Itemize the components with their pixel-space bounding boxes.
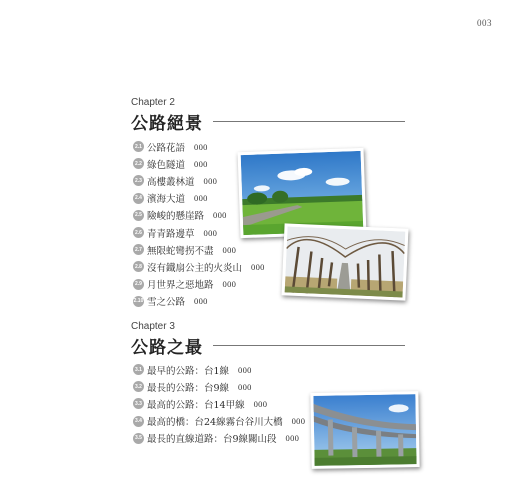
section-number-badge: 2.7 [133, 244, 144, 255]
section-number-badge: 3.3 [133, 398, 144, 409]
toc-entry-title: 雪之公路 [147, 297, 186, 309]
toc-entry-title: 無限蛇彎拐不盡 [147, 245, 214, 257]
toc-entry-page: 000 [194, 141, 208, 152]
toc-entry-page: 000 [222, 279, 237, 290]
toc-entry-title: 沒有鐵扇公主的火炎山 [147, 262, 243, 274]
toc-entry-title: 險峻的懸崖路 [147, 211, 205, 223]
toc-entry-title: 高樓叢林道 [147, 176, 195, 188]
toc-entry-page: 000 [222, 244, 237, 255]
section-number-badge: 2.5 [133, 210, 144, 221]
toc-entry-page: 000 [203, 227, 218, 238]
section-number-badge: 2.10 [133, 296, 144, 307]
tree-tunnel-photo [281, 223, 408, 300]
toc-entry[interactable] [133, 293, 265, 310]
section-number-badge: 2.2 [133, 158, 144, 169]
toc-entry[interactable] [133, 378, 305, 395]
toc-entry[interactable] [133, 395, 305, 412]
elevated-bridge-photo [310, 391, 419, 469]
toc-entry-page: 000 [291, 416, 306, 427]
section-number-badge: 2.6 [133, 227, 144, 238]
chapter-3-heading [131, 321, 405, 358]
toc-entry-page: 000 [194, 158, 208, 169]
toc-entry-page: 000 [285, 433, 300, 444]
toc-entry-title: 最高的橋：台24線霧台谷川大橋 [147, 417, 283, 429]
chapter-title: 公路絕景 [131, 114, 203, 134]
toc-entry[interactable] [133, 413, 305, 430]
chapter-label: Chapter 2 [131, 97, 175, 108]
toc-entry-title: 青青路邊草 [147, 228, 195, 240]
chapter-3-toc [133, 361, 305, 447]
section-number-badge: 2.1 [133, 141, 144, 152]
toc-entry[interactable] [133, 258, 265, 275]
section-number-badge: 3.2 [133, 381, 144, 392]
toc-entry[interactable] [133, 276, 265, 293]
chapter-label: Chapter 3 [131, 321, 175, 332]
toc-entry-page: 000 [194, 296, 208, 307]
section-number-badge: 3.1 [133, 364, 144, 375]
toc-entry-page: 000 [238, 381, 252, 392]
toc-entry[interactable] [133, 361, 305, 378]
toc-entry-title: 最長的公路：台9線 [147, 382, 230, 394]
toc-entry-page: 000 [251, 261, 265, 272]
toc-entry-page: 000 [238, 364, 252, 375]
toc-entry-page: 000 [253, 398, 268, 409]
section-number-badge: 3.4 [133, 416, 144, 427]
toc-entry-title: 最早的公路：台1線 [147, 365, 230, 377]
toc-entry-page: 000 [203, 175, 218, 186]
toc-entry-title: 公路花語 [147, 142, 186, 154]
toc-entry-title: 綠色隧道 [147, 159, 186, 171]
section-number-badge: 2.8 [133, 261, 144, 272]
section-number-badge: 2.3 [133, 175, 144, 186]
section-number-badge: 2.9 [133, 279, 144, 290]
chapter-title: 公路之最 [131, 338, 203, 358]
toc-entry-page: 000 [213, 210, 227, 221]
section-number-badge: 3.5 [133, 433, 144, 444]
chapter-2-heading [131, 97, 405, 134]
chapter-divider [213, 345, 405, 346]
toc-entry[interactable] [133, 430, 305, 447]
toc-entry-title: 最高的公路：台14甲線 [147, 399, 245, 411]
toc-entry-title: 最長的直線道路：台9線關山段 [147, 434, 277, 446]
chapter-divider [213, 121, 405, 122]
toc-entry-page: 000 [194, 193, 208, 204]
toc-entry[interactable] [133, 241, 265, 258]
toc-entry-title: 濱海大道 [147, 194, 186, 206]
toc-entry-title: 月世界之惡地路 [147, 280, 214, 292]
section-number-badge: 2.4 [133, 193, 144, 204]
page-number: 003 [477, 18, 492, 28]
